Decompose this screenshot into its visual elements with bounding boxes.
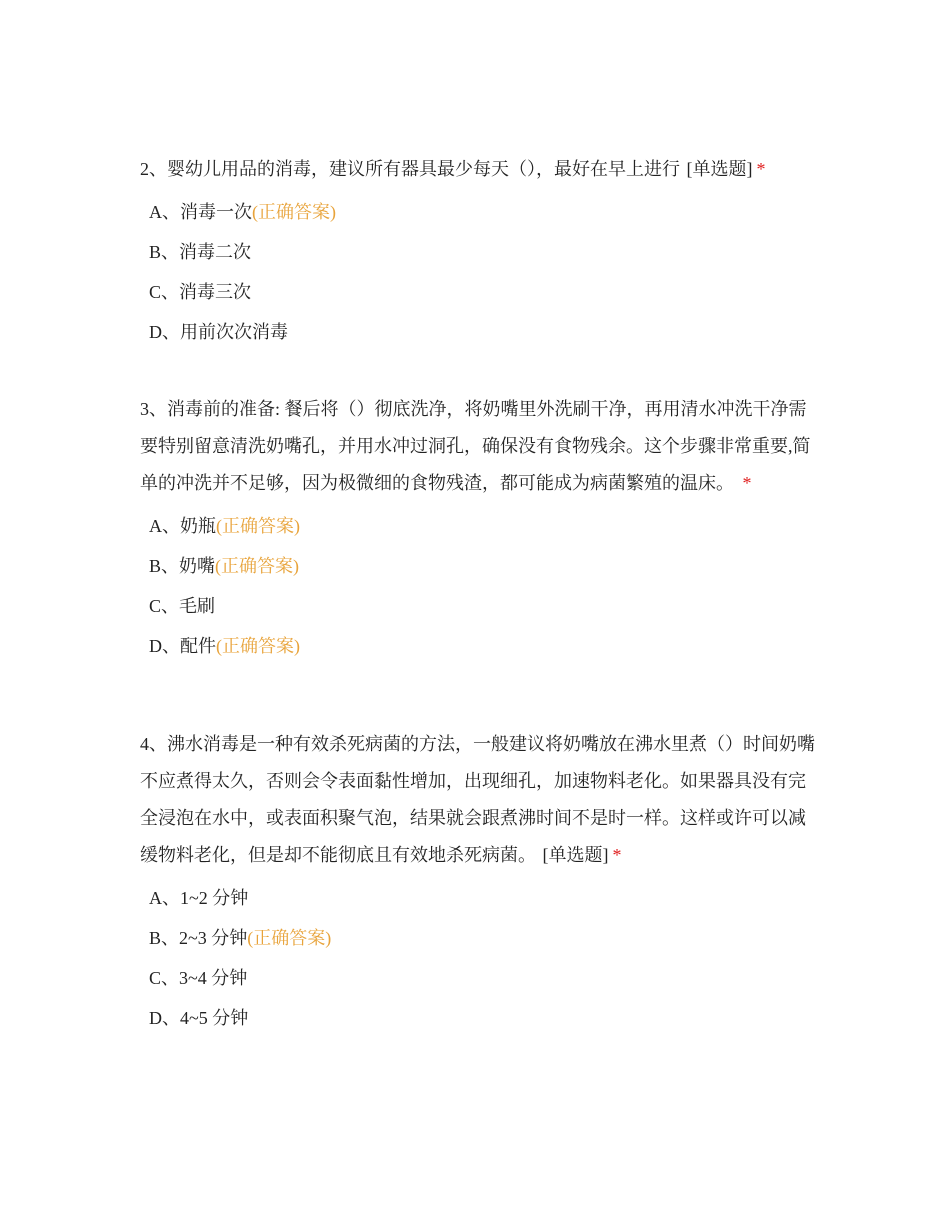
option-c [140,272,820,312]
correct-answer-tag: (正确答案) [247,928,332,948]
required-mark: * [742,473,752,493]
option-c [140,958,820,998]
option-d [140,626,820,666]
question-4-options [140,878,820,1038]
question-3-options [140,506,820,666]
option-label: B、2~3 分钟 [149,928,248,948]
option-label: C、消毒三次 [149,282,252,302]
option-d [140,312,820,352]
required-mark: * [612,845,622,865]
option-a [140,506,820,546]
option-a [140,878,820,918]
option-b [140,918,820,958]
correct-answer-tag: (正确答案) [216,516,300,536]
question-3-text [140,391,820,502]
option-label: C、毛刷 [149,596,216,616]
option-a [140,192,820,232]
option-label: A、消毒一次 [149,202,252,222]
option-c [140,586,820,626]
option-label: A、1~2 分钟 [149,888,249,908]
question-4 [140,726,820,1038]
correct-answer-tag: (正确答案) [216,636,300,656]
question-3 [140,391,820,666]
question-2-text [140,150,820,188]
correct-answer-tag: (正确答案) [215,556,300,576]
question-text: 2、婴幼儿用品的消毒，建议所有器具最少每天（），最好在早上进行 [140,159,680,179]
option-label: D、配件 [149,636,216,656]
question-text: 4、沸水消毒是一种有效杀死病菌的方法，一般建议将奶嘴放在沸水里煮（）时间奶嘴不应煮得太久，否则会令表面黏性增加，出现细孔，加速物料老化。如果器具没有完全浸泡在水中，或表面积聚气泡，结果就会跟煮沸时间不是时一样。这样或许可以减缓物料老化，但是却不能彻底且有效地杀死病菌。 [140,734,815,865]
option-label: C、3~4 分钟 [149,968,248,988]
option-label: D、4~5 分钟 [149,1008,249,1028]
option-label: A、奶瓶 [149,516,216,536]
option-b [140,232,820,272]
option-label: B、奶嘴 [149,556,216,576]
required-mark: * [756,159,766,179]
correct-answer-tag: (正确答案) [252,202,336,222]
question-2-options [140,192,820,352]
option-label: D、用前次次消毒 [149,322,288,342]
question-type: [单选题] [686,159,753,179]
question-text: 3、消毒前的准备: 餐后将（）彻底洗净，将奶嘴里外洗刷干净，再用清水冲洗干净需要特别留意清洗奶嘴孔，并用水冲过洞孔，确保没有食物残余。这个步骤非常重要,简单的冲洗并不足够，因为极微细的食物残渣，都可能成为病菌繁殖的温床。 [140,399,811,493]
question-2 [140,150,820,352]
question-4-text [140,726,820,874]
option-d [140,998,820,1038]
option-label: B、消毒二次 [149,242,252,262]
question-type: [单选题] [542,845,609,865]
option-b [140,546,820,586]
